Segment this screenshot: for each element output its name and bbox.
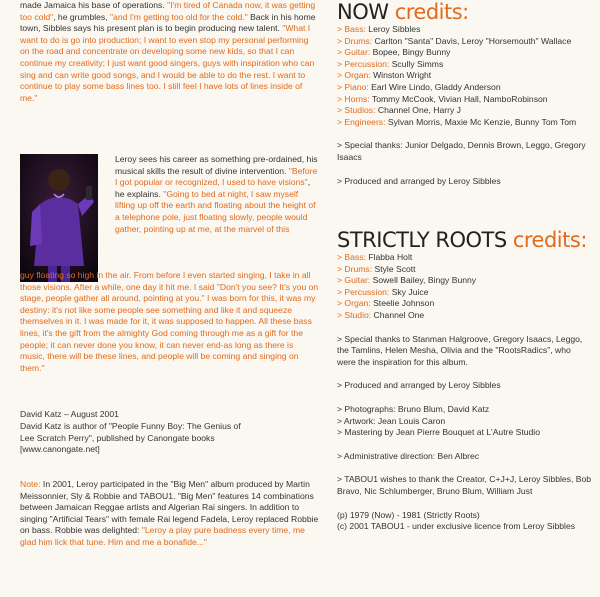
credit-value: Carlton "Santa" Davis, Leroy "Horsemouth" Wallace	[372, 35, 572, 46]
credit-label: Studios:	[344, 105, 376, 116]
text-run: , he grumbles,	[53, 11, 110, 22]
now-credits-title: NOW credits:	[337, 0, 469, 24]
credit-row	[337, 298, 600, 310]
article-top-paragraph	[20, 0, 320, 104]
credit-row	[337, 275, 600, 287]
credit-value: Scully Simms	[389, 58, 444, 69]
arrow-bullet-icon: >	[337, 252, 345, 262]
strictly-roots-credits-list	[337, 252, 600, 322]
credit-row	[337, 287, 600, 299]
credit-row	[337, 252, 600, 264]
author-date: David Katz – August 2001	[20, 409, 119, 419]
text-run: "Going to bed at night, I saw myself lifting up off the earth and floating about the height of a telephone pole, just floating slowly, people would gather, pointing up at me, at the marvel of this	[115, 188, 316, 234]
arrow-bullet-icon: >	[337, 275, 345, 286]
arrow-bullet-icon: >	[337, 263, 345, 274]
credit-label: Bass:	[344, 24, 366, 34]
arrow-bullet-icon: >	[337, 58, 345, 69]
article-quote-continued	[20, 270, 320, 374]
credit-label: Percussion:	[344, 58, 390, 69]
arrow-bullet-icon: >	[337, 81, 345, 92]
author-url: [www.canongate.net]	[20, 444, 100, 454]
text-run: "and I'm getting too old for the cold."	[110, 11, 248, 22]
copyright-line: (c) 2001 TABOU1 - under exclusive licence from Leroy Sibbles	[337, 521, 576, 532]
credit-value: Sowell Bailey, Bingy Bunny	[370, 275, 477, 286]
tabou-thanks: > TABOU1 wishes to thank the Creator, C+J+J, Leroy Sibbles, Bob Bravo, Nic Schlumberger, Bruno Blum, William Just	[337, 474, 592, 496]
credit-value: Channel One	[371, 309, 425, 320]
credit-row	[337, 47, 600, 59]
credit-row	[337, 117, 600, 129]
credit-label: Studio:	[344, 309, 372, 320]
credit-label: Bass:	[344, 252, 366, 262]
credit-label: Horns:	[344, 93, 370, 104]
roots-special-thanks: > Special thanks to Stanman Halgroove, Gregory Isaacs, Leggo, the Tamlins, Helen Mesha, Olivia and the "RootsRadics", who were the inspiration for this album.	[337, 333, 583, 367]
arrow-bullet-icon: >	[337, 24, 345, 34]
arrow-bullet-icon: >	[337, 309, 345, 320]
arrow-bullet-icon: >	[337, 47, 345, 58]
artwork-credit: > Artwork: Jean Louis Caron	[337, 415, 446, 426]
credit-label: Drums:	[344, 35, 373, 46]
text-run: , he explains.	[115, 177, 311, 199]
arrow-bullet-icon: >	[337, 298, 345, 309]
now-produced-by: > Produced and arranged by Leroy Sibbles	[337, 175, 501, 186]
credit-label: Piano:	[344, 81, 369, 92]
now-credits-list	[337, 24, 600, 128]
credit-value: Flabba Holt	[365, 252, 413, 262]
strictly-roots-credits-section	[337, 228, 600, 533]
arrow-bullet-icon: >	[337, 35, 345, 46]
credit-label: Guitar:	[344, 47, 371, 58]
credit-value: Sky Juice	[389, 286, 429, 297]
author-bio: David Katz is author of "People Funny Boy: The Genius of Lee Scratch Perry", published by Canongate books	[20, 421, 241, 443]
photographs-credit: > Photographs: Bruno Blum, David Katz	[337, 403, 490, 414]
credit-value: Leroy Sibbles	[365, 24, 421, 34]
article-column	[20, 0, 320, 597]
arrow-bullet-icon: >	[337, 116, 345, 127]
credit-row	[337, 264, 600, 276]
credit-value: Sylvan Morris, Maxie Mc Kenzie, Bunny Tom Tom	[385, 116, 577, 127]
credit-value: Winston Wright	[370, 70, 432, 81]
credit-row	[337, 94, 600, 106]
leroy-sibbles-photo	[20, 154, 98, 282]
credit-row	[337, 70, 600, 82]
credit-row	[337, 24, 600, 36]
text-run: In 2001, Leroy participated in the "Big Men" album produced by Martin Meissonnier, Sly & Robbie and TABOU1. "Big Men" features 14 combinations between Jamaican Reggae artists and Algerian Rai singers. In addition to singing "Artificial Tears" with female Rai legend Fadela, Leroy replaced Robbie on bass. Robbie was delighted:	[20, 479, 319, 536]
arrow-bullet-icon: >	[337, 286, 345, 297]
now-special-thanks: > Special thanks: Junior Delgado, Dennis Brown, Leggo, Gregory Isaacs	[337, 140, 586, 162]
credit-value: Steelie Johnson	[370, 298, 435, 309]
text-run: "Before I got popular or recognized, I used to have visions"	[115, 165, 318, 188]
phonogram-copyright: (p) 1979 (Now) - 1981 (Strictly Roots)	[337, 509, 480, 520]
note-paragraph	[20, 479, 320, 549]
credit-value: Bopee, Bingy Bunny	[370, 47, 451, 58]
strictly-roots-credits-title: STRICTLY ROOTS credits:	[337, 228, 587, 252]
text-run: "Leroy a play pure badness every time, me glad him lick that tune. Him and me a bonafide..."	[20, 525, 305, 547]
administrative-direction: > Administrative direction: Ben Albrec	[337, 450, 480, 461]
credit-value: Earl Wire Lindo, Gladdy Anderson	[368, 81, 501, 92]
credit-value: Channel One, Harry J	[375, 105, 461, 116]
credit-label: Percussion:	[344, 286, 390, 297]
arrow-bullet-icon: >	[337, 93, 345, 104]
credit-row	[337, 310, 600, 322]
credit-row	[337, 59, 600, 71]
text-run: Back in his home town, Sibbles says his present plan is to begin producing new talent.	[20, 11, 316, 34]
credit-label: Organ:	[344, 298, 371, 309]
arrow-bullet-icon: >	[337, 105, 345, 116]
mastering-credit: > Mastering by Jean Pierre Bouquet at L'Autre Studio	[337, 427, 540, 438]
credit-label: Organ:	[344, 70, 371, 81]
text-run: Leroy sees his career as something pre-ordained, his musical skills the result of divine intervention.	[115, 154, 318, 176]
text-run: "What I want to do is go into production; I want to even stop my personal performing on the road and concentrate on developing some new kids, so that I can continue my creativity; I just want good singers, guys with inspiration who can sing and can write good songs, and I would be able to do the rest. I want to continue to play some bass lines too. I still feel I have lots of lines inside of me."	[20, 23, 315, 103]
text-run: "I'm tired of Canada now, it was getting too cold"	[20, 0, 316, 22]
article-wrap-paragraph	[115, 154, 320, 235]
credit-label: Guitar:	[344, 275, 371, 286]
credit-value: Style Scott	[372, 263, 416, 274]
text-run: guy floating so high in the air. From before I even started singing, I take in all those visions. After a while, one day it hit me. I said "Don't you see? It's you on stage, people gather all around, pointing at you."	[20, 270, 319, 304]
text-run: I was born for this, it was my destiny: it's not like some people see something and like it and squeeze themselves in it. I was made for it, it was supposed to happen. All these bass lines, it's the gift from the almighty God coming through me as a gift for the people; it can never done you know, it can never end-as long as there is music, there will be these lines, and people will be coming and singing on them."	[20, 293, 316, 373]
now-credits-section	[337, 0, 600, 187]
credit-row	[337, 105, 600, 117]
arrow-bullet-icon: >	[337, 70, 345, 81]
text-run: Note:	[20, 479, 41, 489]
credits-column	[337, 0, 600, 597]
text-run: made Jamaica his base of operations.	[20, 0, 168, 10]
credit-row	[337, 82, 600, 94]
roots-produced-by: > Produced and arranged by Leroy Sibbles	[337, 380, 501, 391]
credit-value: Tommy McCook, Vivian Hall, NamboRobinson	[369, 93, 548, 104]
credit-row	[337, 36, 600, 48]
credit-label: Engineers:	[344, 116, 386, 127]
credit-label: Drums:	[344, 263, 373, 274]
